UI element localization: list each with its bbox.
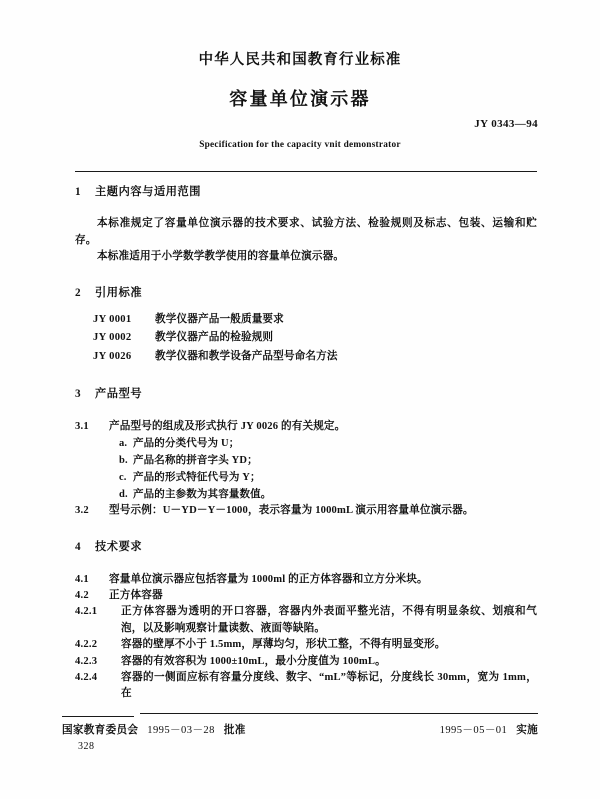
referenced-standards-list	[75, 311, 537, 367]
clause-number: 4.2.2	[75, 639, 98, 651]
reference-code: JY 0002	[93, 332, 132, 344]
effective-label: 实施	[516, 725, 538, 736]
clause-4-2-2	[75, 637, 537, 653]
document-subtitle-english: Specification for the capacity vnit demonstrator	[199, 140, 401, 150]
section-number-1: 1	[75, 186, 82, 198]
reference-code: JY 0026	[93, 350, 132, 362]
standard-number: JY 0343—94	[474, 118, 538, 130]
issuing-authority: 国家教育委员会	[62, 725, 139, 736]
item-text: 产品的形式特征代号为 Y；	[133, 471, 261, 483]
item-text: 产品的主参数为其容量数值。	[133, 488, 272, 500]
clause-4-2-4	[75, 670, 537, 703]
footer-divider-rule-left	[62, 716, 134, 717]
list-item	[75, 435, 537, 452]
clause-3-2	[75, 503, 537, 519]
clause-4-2-3	[75, 654, 537, 670]
reference-name: 教学仪器和教学设备产品型号命名方法	[155, 350, 338, 362]
list-item	[75, 469, 537, 486]
footer-effective-group	[440, 722, 538, 737]
item-marker: a.	[119, 437, 128, 449]
section-heading-3	[75, 386, 537, 402]
clause-text: 容器的有效容积为 1000±10mL，最小分度值为 100mL。	[121, 655, 386, 667]
clause-3-1	[75, 419, 537, 435]
clause-4-2-1	[75, 604, 537, 637]
document-title: 容量单位演示器	[229, 89, 371, 110]
item-marker: b.	[119, 454, 128, 466]
document-body	[75, 184, 537, 703]
clause-text: 产品型号的组成及形式执行 JY 0026 的有关规定。	[109, 420, 346, 432]
approval-label: 批准	[223, 725, 246, 736]
list-item	[75, 486, 537, 503]
clause-text: 正方体容器	[109, 589, 163, 601]
section-number-2: 2	[75, 287, 82, 300]
section-heading-2	[75, 285, 537, 301]
clause-4-1	[75, 572, 537, 588]
footer-approval-group	[62, 722, 246, 737]
clause-number: 4.2.4	[75, 672, 98, 683]
section-title-1: 主题内容与适用范围	[95, 186, 202, 198]
reference-name: 教学仪器产品的检验规则	[155, 332, 274, 344]
list-item	[75, 452, 537, 469]
header-divider-rule	[75, 171, 537, 172]
list-item	[75, 329, 537, 348]
approval-date: 1995－03－28	[147, 725, 215, 736]
item-text: 产品名称的拼音字头 YD；	[133, 454, 258, 466]
clause-number: 3.2	[75, 504, 89, 516]
section-title-4: 技术要求	[95, 541, 143, 554]
list-item	[75, 311, 537, 330]
standard-series-title: 中华人民共和国教育行业标准	[198, 52, 402, 68]
clause-text: 正方体容器为透明的开口容器，容器内外表面平整光洁，不得有明显条纹、划痕和气泡，以及影响观察计量读数、液面等缺陷。	[121, 606, 537, 634]
clause-number: 4.2.3	[75, 655, 98, 667]
reference-name: 教学仪器产品一般质量要求	[155, 313, 284, 325]
item-marker: c.	[119, 471, 127, 483]
clause-text: 容量单位演示器应包括容量为 1000ml 的正方体容器和立方分米块。	[109, 573, 428, 585]
document-footer	[62, 722, 538, 737]
clause-number: 4.2	[75, 589, 89, 601]
section-heading-1	[75, 184, 537, 200]
clause-text: 容器的壁厚不小于 1.5mm，厚薄均匀，形状工整，不得有明显变形。	[121, 639, 446, 651]
section-1-paragraph-1: 本标准规定了容量单位演示器的技术要求、试验方法、检验规则及标志、包装、运输和贮存。	[75, 218, 537, 246]
section-number-4: 4	[75, 541, 82, 554]
effective-date: 1995－05－01	[439, 725, 508, 736]
section-title-3: 产品型号	[95, 388, 143, 401]
page-number: 328	[78, 741, 95, 752]
section-heading-4	[75, 539, 537, 555]
model-code-items-list	[75, 435, 537, 503]
document-header	[0, 52, 600, 111]
item-text: 产品的分类代号为 U；	[133, 437, 240, 449]
section-number-3: 3	[75, 388, 82, 401]
section-1-paragraph-2: 本标准适用于小学数学教学使用的容量单位演示器。	[97, 251, 345, 263]
list-item	[75, 348, 537, 367]
item-marker: d.	[119, 488, 128, 500]
clause-text: 容器的一侧面应标有容量分度线、数字、“mL”等标记，分度线长 30mm，宽为 1mm，在	[121, 672, 537, 700]
section-title-2: 引用标准	[95, 287, 143, 300]
clause-number: 4.2.1	[75, 606, 98, 618]
reference-code: JY 0001	[93, 313, 132, 325]
clause-number: 3.1	[75, 420, 89, 432]
footer-divider-rule	[140, 713, 538, 714]
clause-4-2	[75, 588, 537, 604]
clause-text: 型号示例：U－YD－Y－1000，表示容量为 1000mL 演示用容量单位演示器。	[109, 504, 474, 516]
clause-number: 4.1	[75, 573, 89, 585]
